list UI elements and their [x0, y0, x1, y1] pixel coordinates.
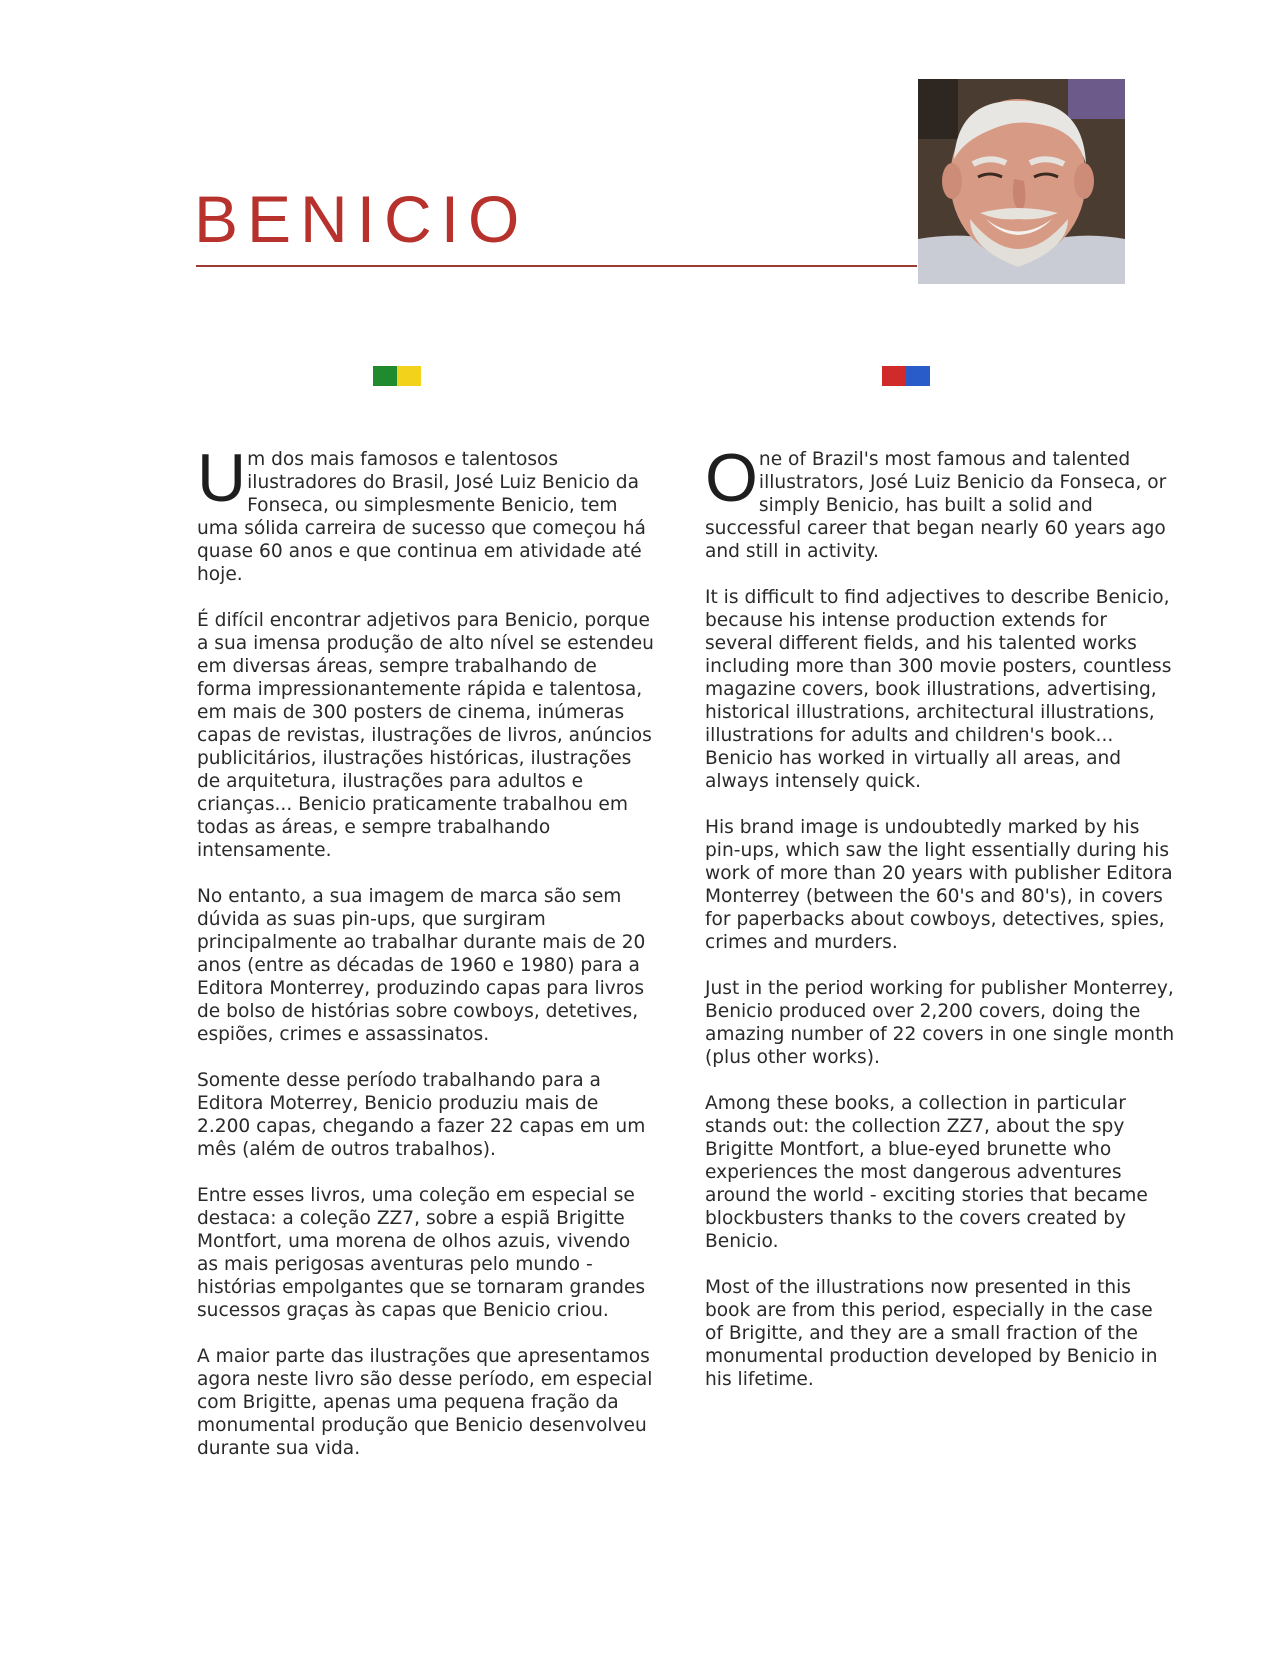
drop-cap: O: [705, 440, 758, 516]
paragraph: A maior parte das ilustrações que apresentamos agora neste livro são desse período, em especial com Brigitte, apenas uma pequena fração da monumental produção que Benicio desenvolveu durante sua vida.: [197, 1346, 653, 1459]
paragraph: It is difficult to find adjectives to describe Benicio, because his intense production extends for several different fields, and his talented works including more than 300 movie posters, countless magazine covers, book illustrations, advertising, historical illustrations, architectural illustrations, illustrations for adults and children's book... Benicio has worked in virtually all areas, and always intensely quick.: [705, 587, 1172, 792]
paragraph: [705, 412, 1175, 563]
page-title: BENICIO: [194, 182, 529, 256]
author-portrait: [918, 79, 1125, 284]
drop-cap: U: [197, 440, 247, 516]
title-underline: [196, 265, 917, 267]
paragraph: His brand image is undoubtedly marked by his pin-ups, which saw the light essentially during his work of more than 20 years with publisher Editora Monterrey (between the 60's and 80's), in covers for paperbacks about cowboys, detectives, spies, crimes and murders.: [705, 817, 1173, 953]
portuguese-column: [197, 412, 657, 1483]
flag-yellow-swatch: [397, 366, 421, 386]
english-column: [705, 412, 1175, 1414]
paragraph: Most of the illustrations now presented in this book are from this period, especially in the case of Brigitte, and they are a small fraction of the monumental production developed by Benicio in his lifetime.: [705, 1277, 1158, 1390]
paragraph: No entanto, a sua imagem de marca são sem dúvida as suas pin-ups, que surgiram principalmente ao trabalhar durante mais de 20 anos (entre as décadas de 1960 e 1980) para a Editora Monterrey, produzindo capas para livros de bolso de histórias sobre cowboys, detetives, espiões, crimes e assassinatos.: [197, 886, 646, 1045]
flag-red-swatch: [882, 366, 906, 386]
paragraph: Among these books, a collection in particular stands out: the collection ZZ7, about the spy Brigitte Montfort, a blue-eyed brunette who experiences the most dangerous adventures around the world - exciting stories that became blockbusters thanks to the covers created by Benicio.: [705, 1093, 1148, 1252]
paragraph: É difícil encontrar adjetivos para Benicio, porque a sua imensa produção de alto nível se estendeu em diversas áreas, sempre trabalhando de forma impressionantemente rápida e talentosa, em mais de 300 posters de cinema, inúmeras capas de revistas, ilustrações de livros, anúncios publicitários, ilustrações históricas, ilustrações de arquitetura, ilustrações para adultos e crianças... Benicio praticamente trabalhou em todas as áreas, e sempre trabalhando intensamente.: [197, 610, 654, 861]
paragraph: [197, 412, 657, 586]
portuguese-flag: [373, 366, 421, 386]
paragraph-text: m dos mais famosos e talentosos ilustradores do Brasil, José Luiz Benicio da Fonseca, ou simplesmente Benicio, tem uma sólida carreira de sucesso que começou há quase 60 anos e que continua em atividade até hoje.: [197, 449, 646, 585]
english-flag: [882, 366, 930, 386]
paragraph: Somente desse período trabalhando para a Editora Moterrey, Benicio produziu mais de 2.200 capas, chegando a fazer 22 capas em um mês (além de outros trabalhos).: [197, 1070, 646, 1160]
paragraph-text: ne of Brazil's most famous and talented illustrators, José Luiz Benicio da Fonseca, or simply Benicio, has built a solid and successful career that began nearly 60 years ago and still in activity.: [705, 449, 1167, 562]
flag-blue-swatch: [906, 366, 930, 386]
paragraph: Just in the period working for publisher Monterrey, Benicio produced over 2,200 covers, doing the amazing number of 22 covers in one single month (plus other works).: [705, 978, 1175, 1068]
flag-green-swatch: [373, 366, 397, 386]
paragraph: Entre esses livros, uma coleção em especial se destaca: a coleção ZZ7, sobre a espiã Brigitte Montfort, uma morena de olhos azuis, vivendo as mais perigosas aventuras pelo mundo - histórias empolgantes que se tornaram grandes sucessos graças às capas que Benicio criou.: [197, 1185, 646, 1321]
